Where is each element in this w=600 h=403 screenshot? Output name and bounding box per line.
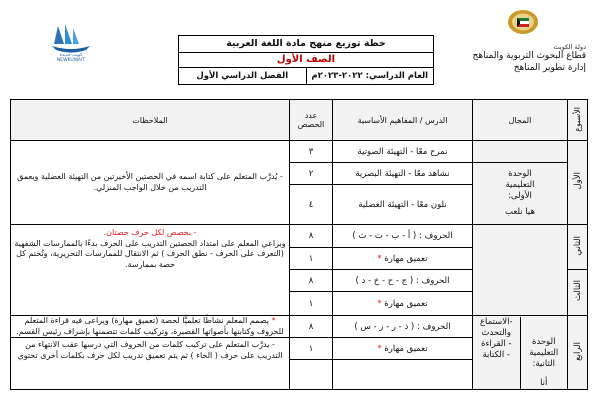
lesson-cell: الحروف : ( ذ - ر - ز - س ) [333,316,473,338]
count-cell: ١ [290,338,333,360]
domain-blank [473,141,568,163]
header-lesson: الدرس / المفاهيم الأساسية [333,100,473,141]
domain-blank [473,225,568,316]
week-3-cell: الثالث [568,270,588,316]
count-cell: ١ [290,292,333,316]
new-kuwait-logo [48,20,94,62]
kuwait-emblem-icon [506,8,540,40]
plan-title-box [178,35,434,85]
count-cell: ٨ [290,316,333,338]
table-row [11,141,588,163]
plan-title: خطة توزيع منهج مادة اللغة العربية [179,36,433,53]
notes-cell: * يصمم المعلم نشاطًا تعلميًّا لحصة (تعميق مهارة) ويراعى فيه قراءة المتعلم للحروف وكتابتها بأصواتها القصيرة، وتركيب كلمات تتضمنها بإشراف رئيس القسم. [11,316,290,338]
domain-unit-1: الوحدة التعليمية الأولى: هيا نلعب [473,163,568,225]
count-cell: ٨ [290,270,333,292]
plan-meta-row [179,68,433,84]
table-header-row [11,100,588,141]
notes-cell: - بخصص لكل حرف حصتان. ويراعي المعلم على امتداد الحصتين التدريب على الحرف بدءًا بالممارسات الشفهية (التعرف على الحرف - نطق الحرف ) ثم الانتقال للممارسات التحريرية، وتُختم كل حصة بممارسة. [11,225,290,316]
count-cell [290,360,333,390]
count-cell: ١ [290,248,333,270]
count-cell: ٢ [290,163,333,185]
header-notes: الملاحظات [11,100,290,141]
notes-cell: - يدرَّب المتعلم على تركيب كلمات من الحروف التي درسها عقب الانتهاء من التدريب على حرف ( الخاء ) ثم يتم تعميق تدريب لكل حرف بكلمات أخرى تحتوي [11,338,290,390]
count-cell: ٤ [290,185,333,225]
notes-cell: - يُدرَّب المتعلم على كتابة اسمه في الحصتين الأخيرتين من التهيئة العضلية ويعمق التدريب من خلال الواجب المنزلي. [11,141,290,225]
week-4-cell: الرابع [568,316,588,390]
table-row [11,225,588,248]
lesson-cell: الحروف : ( ج - ح - خ - د ) [333,270,473,292]
header-count: عدد الحصص [290,100,333,141]
grade-label: الصف الأول [179,53,433,68]
header-week: الأسبوع [568,100,588,141]
lesson-cell: الحروف : ( أ - ب - ت - ث ) [333,225,473,248]
lesson-cell: تعميق مهارة * [333,292,473,316]
lesson-cell: تعميق مهارة * [333,248,473,270]
lesson-cell: نلون معًا - التهيئة العضلية [333,185,473,225]
svg-text:كويت جديدة: كويت جديدة [59,53,83,58]
week-2-cell: الثاني [568,225,588,270]
year-label: العام الدراسي: ٢٠٢٢-٢٠٢٣م [311,71,429,81]
org-country: دولة الكويت [553,43,586,51]
org-line-1: قطاع البحوث التربوية والمناهج [472,51,586,61]
lesson-cell: تعميق مهارة * [333,338,473,360]
semester-label: الفصل الدراسي الأول [179,68,307,84]
table-row [11,316,588,338]
count-cell: ٣ [290,141,333,163]
org-line-2: إدارة تطوير المناهج [513,63,586,73]
lesson-cell [333,360,473,390]
lesson-cell: نشاهد معًا - التهيئة البصرية [333,163,473,185]
week-1-cell: الأول [568,141,588,225]
svg-text:NEWKUWAIT: NEWKUWAIT [56,58,86,62]
domain-skills: الوحدة التعليمية الثانية: أنا -الاستماع والتحدث - القراءة - الكتابة [473,316,568,390]
curriculum-table [10,99,588,390]
header-domain: المجال [473,100,568,141]
lesson-cell: نمرح معًا - التهيئة الصوتية [333,141,473,163]
count-cell: ٨ [290,225,333,248]
